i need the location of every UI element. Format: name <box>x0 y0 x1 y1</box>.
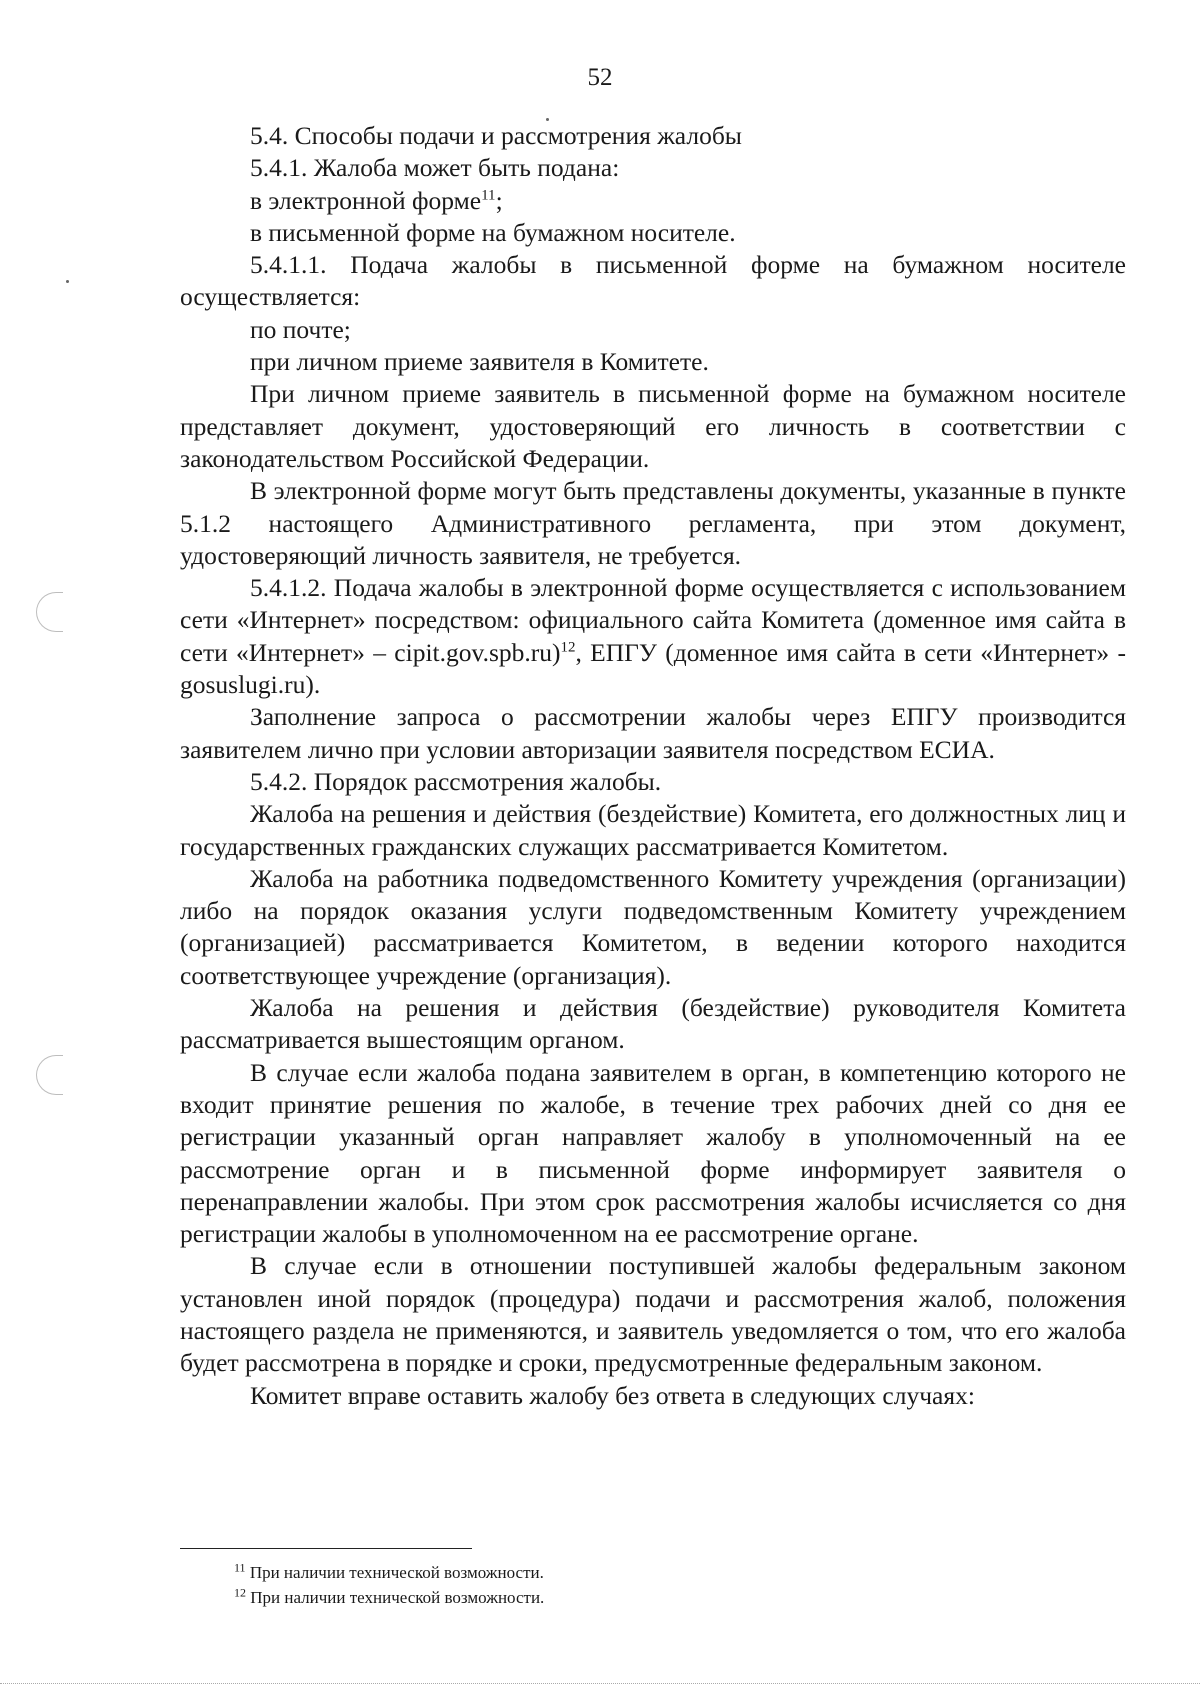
paragraph: в письменной форме на бумажном носителе. <box>250 217 736 247</box>
scan-speck <box>546 118 549 121</box>
paragraph: 5.4.1.1. Подача жалобы в письменной форме на бумажном носителе осуществляется: <box>180 250 1126 312</box>
scan-edge <box>0 1683 1200 1684</box>
paragraph: 5.4.1.2. Подача жалобы в электронной форме осуществляется с использованием сети «Интернет» посредством: официального сайта Комитета (доменное имя сайта в сети «Интернет» – cipit.gov.spb.ru)$^{12}$, ЕПГУ (доменное имя сайта в сети «Интернет» - gosuslugi.ru). <box>180 573 1126 700</box>
paragraph: 5.4.2. Порядок рассмотрения жалобы. <box>250 766 662 796</box>
binding-hole-mark <box>36 592 63 632</box>
paragraph: При личном приеме заявитель в письменной форме на бумажном носителе представляет документ, удостоверяющий его личность в соответствии с законодательством Российской Федерации. <box>180 379 1126 473</box>
paragraph: В случае если в отношении поступившей жалобы федеральным законом установлен иной порядок (процедура) подачи и рассмотрения жалоб, положения настоящего раздела не применяются, и заявитель уведомляется о том, что его жалоба будет рассмотрена в порядке и сроки, предусмотренные федеральным законом. <box>180 1251 1126 1378</box>
paragraph: 5.4. Способы подачи и рассмотрения жалобы <box>250 121 742 150</box>
paragraph: В электронной форме могут быть представлены документы, указанные в пункте 5.1.2 настоящего Административного регламента, при этом документ, удостоверяющий личность заявителя, не требуется. <box>180 476 1126 570</box>
paragraph: по почте; <box>250 314 351 344</box>
footnotes <box>234 1560 544 1610</box>
footnote-divider <box>180 1548 472 1549</box>
footnote: $^{11}$ При наличии технической возможности. <box>234 1560 544 1582</box>
page-number: 52 <box>587 64 613 91</box>
document-body <box>180 120 1126 1412</box>
paragraph: Заполнение запроса о рассмотрении жалобы через ЕПГУ производится заявителем лично при условии авторизации заявителя посредством ЕСИА. <box>180 702 1126 764</box>
footnote: $^{12}$ При наличии технической возможности. <box>234 1585 545 1607</box>
paragraph: в электронной форме$^{11}$; <box>250 185 503 215</box>
paragraph: Жалоба на решения и действия (бездействие) руководителя Комитета рассматривается вышестоящим органом. <box>180 993 1126 1055</box>
paragraph: 5.4.1. Жалоба может быть подана: <box>250 153 620 183</box>
paragraph: В случае если жалоба подана заявителем в орган, в компетенцию которого не входит принятие решения по жалобе, в течение трех рабочих дней со дня ее регистрации указанный орган направляет жалобу в уполномоченный на ее рассмотрение орган и в письменной форме информирует заявителя о перенаправлении жалобы. При этом срок рассмотрения жалобы исчисляется со дня регистрации жалобы в уполномоченном на ее рассмотрение органе. <box>180 1057 1126 1249</box>
binding-hole-mark <box>36 1055 63 1095</box>
footnote-ref: 11 <box>481 187 496 204</box>
paragraph: Жалоба на работника подведомственного Комитету учреждения (организации) либо на порядок оказания услуги подведомственным Комитету учреждением (организацией) рассматривается Комитетом, в ведении которого находится соответствующее учреждение (организация). <box>180 863 1126 990</box>
paragraph: Комитет вправе оставить жалобу без ответа в следующих случаях: <box>250 1380 975 1410</box>
paragraph: при личном приеме заявителя в Комитете. <box>250 347 709 377</box>
footnote-ref: 12 <box>560 639 576 656</box>
scan-speck <box>66 280 69 283</box>
paragraph: Жалоба на решения и действия (бездействие) Комитета, его должностных лиц и государственных гражданских служащих рассматривается Комитетом. <box>180 799 1126 861</box>
